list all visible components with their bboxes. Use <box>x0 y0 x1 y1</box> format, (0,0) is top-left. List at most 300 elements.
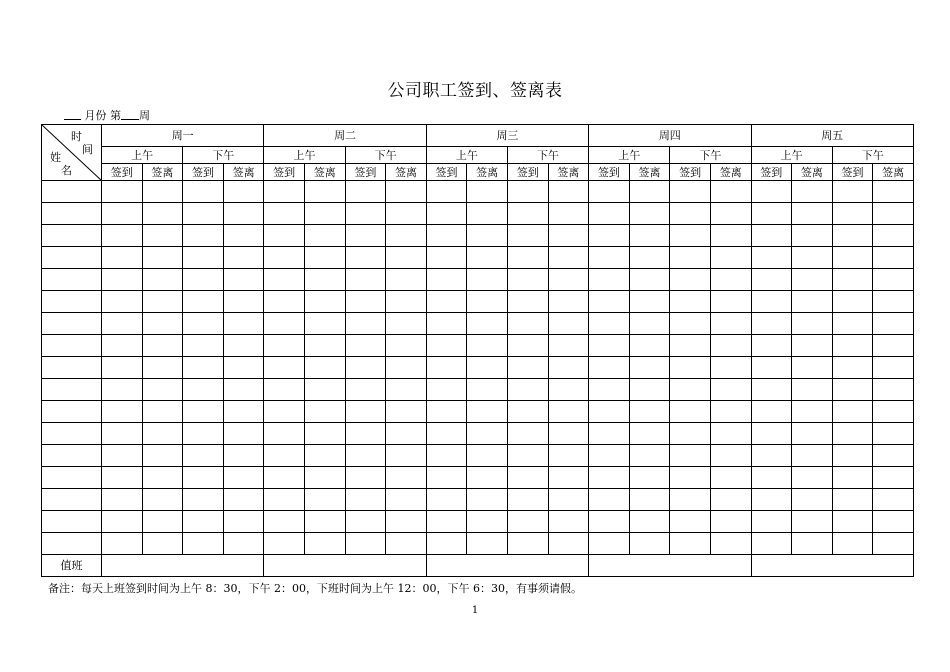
time-entry-cell[interactable] <box>507 379 548 401</box>
employee-name-cell[interactable] <box>42 533 102 555</box>
time-entry-cell[interactable] <box>386 511 427 533</box>
time-entry-cell[interactable] <box>507 291 548 313</box>
time-entry-cell[interactable] <box>792 533 833 555</box>
time-entry-cell[interactable] <box>102 247 143 269</box>
time-entry-cell[interactable] <box>102 269 143 291</box>
time-entry-cell[interactable] <box>670 291 711 313</box>
time-entry-cell[interactable] <box>183 313 224 335</box>
time-entry-cell[interactable] <box>223 291 264 313</box>
time-entry-cell[interactable] <box>548 401 589 423</box>
time-entry-cell[interactable] <box>426 357 467 379</box>
time-entry-cell[interactable] <box>183 291 224 313</box>
time-entry-cell[interactable] <box>264 511 305 533</box>
time-entry-cell[interactable] <box>183 511 224 533</box>
time-entry-cell[interactable] <box>792 313 833 335</box>
time-entry-cell[interactable] <box>426 313 467 335</box>
time-entry-cell[interactable] <box>142 247 183 269</box>
time-entry-cell[interactable] <box>507 511 548 533</box>
time-entry-cell[interactable] <box>548 467 589 489</box>
time-entry-cell[interactable] <box>710 181 751 203</box>
time-entry-cell[interactable] <box>142 533 183 555</box>
time-entry-cell[interactable] <box>102 489 143 511</box>
time-entry-cell[interactable] <box>548 269 589 291</box>
time-entry-cell[interactable] <box>304 291 345 313</box>
time-entry-cell[interactable] <box>792 247 833 269</box>
time-entry-cell[interactable] <box>183 423 224 445</box>
time-entry-cell[interactable] <box>670 181 711 203</box>
time-entry-cell[interactable] <box>589 357 630 379</box>
time-entry-cell[interactable] <box>629 313 670 335</box>
time-entry-cell[interactable] <box>589 511 630 533</box>
time-entry-cell[interactable] <box>142 379 183 401</box>
time-entry-cell[interactable] <box>670 203 711 225</box>
time-entry-cell[interactable] <box>467 269 508 291</box>
time-entry-cell[interactable] <box>142 313 183 335</box>
time-entry-cell[interactable] <box>467 511 508 533</box>
time-entry-cell[interactable] <box>629 445 670 467</box>
time-entry-cell[interactable] <box>629 335 670 357</box>
employee-name-cell[interactable] <box>42 423 102 445</box>
time-entry-cell[interactable] <box>548 489 589 511</box>
time-entry-cell[interactable] <box>467 379 508 401</box>
time-entry-cell[interactable] <box>873 181 914 203</box>
time-entry-cell[interactable] <box>873 379 914 401</box>
time-entry-cell[interactable] <box>710 291 751 313</box>
time-entry-cell[interactable] <box>751 203 792 225</box>
time-entry-cell[interactable] <box>386 445 427 467</box>
time-entry-cell[interactable] <box>670 313 711 335</box>
time-entry-cell[interactable] <box>832 291 873 313</box>
time-entry-cell[interactable] <box>589 401 630 423</box>
time-entry-cell[interactable] <box>142 291 183 313</box>
time-entry-cell[interactable] <box>142 489 183 511</box>
time-entry-cell[interactable] <box>629 401 670 423</box>
time-entry-cell[interactable] <box>142 467 183 489</box>
time-entry-cell[interactable] <box>223 203 264 225</box>
time-entry-cell[interactable] <box>507 401 548 423</box>
time-entry-cell[interactable] <box>386 401 427 423</box>
time-entry-cell[interactable] <box>426 489 467 511</box>
time-entry-cell[interactable] <box>832 269 873 291</box>
time-entry-cell[interactable] <box>183 203 224 225</box>
time-entry-cell[interactable] <box>426 291 467 313</box>
time-entry-cell[interactable] <box>467 533 508 555</box>
time-entry-cell[interactable] <box>223 423 264 445</box>
duty-cell[interactable] <box>751 555 913 577</box>
time-entry-cell[interactable] <box>102 423 143 445</box>
time-entry-cell[interactable] <box>264 181 305 203</box>
time-entry-cell[interactable] <box>102 225 143 247</box>
time-entry-cell[interactable] <box>792 291 833 313</box>
time-entry-cell[interactable] <box>589 203 630 225</box>
time-entry-cell[interactable] <box>629 203 670 225</box>
time-entry-cell[interactable] <box>507 313 548 335</box>
time-entry-cell[interactable] <box>304 467 345 489</box>
time-entry-cell[interactable] <box>548 423 589 445</box>
time-entry-cell[interactable] <box>264 291 305 313</box>
time-entry-cell[interactable] <box>102 511 143 533</box>
time-entry-cell[interactable] <box>589 247 630 269</box>
time-entry-cell[interactable] <box>589 533 630 555</box>
time-entry-cell[interactable] <box>710 467 751 489</box>
time-entry-cell[interactable] <box>832 357 873 379</box>
time-entry-cell[interactable] <box>710 511 751 533</box>
employee-name-cell[interactable] <box>42 357 102 379</box>
time-entry-cell[interactable] <box>102 313 143 335</box>
time-entry-cell[interactable] <box>345 511 386 533</box>
time-entry-cell[interactable] <box>304 511 345 533</box>
time-entry-cell[interactable] <box>710 225 751 247</box>
time-entry-cell[interactable] <box>467 401 508 423</box>
time-entry-cell[interactable] <box>223 445 264 467</box>
time-entry-cell[interactable] <box>386 489 427 511</box>
time-entry-cell[interactable] <box>792 423 833 445</box>
time-entry-cell[interactable] <box>426 247 467 269</box>
duty-cell[interactable] <box>589 555 751 577</box>
time-entry-cell[interactable] <box>589 467 630 489</box>
time-entry-cell[interactable] <box>873 489 914 511</box>
time-entry-cell[interactable] <box>873 269 914 291</box>
time-entry-cell[interactable] <box>710 489 751 511</box>
time-entry-cell[interactable] <box>386 335 427 357</box>
time-entry-cell[interactable] <box>873 291 914 313</box>
time-entry-cell[interactable] <box>183 489 224 511</box>
duty-cell[interactable] <box>264 555 426 577</box>
time-entry-cell[interactable] <box>304 533 345 555</box>
time-entry-cell[interactable] <box>386 225 427 247</box>
time-entry-cell[interactable] <box>589 313 630 335</box>
time-entry-cell[interactable] <box>548 225 589 247</box>
time-entry-cell[interactable] <box>548 181 589 203</box>
time-entry-cell[interactable] <box>304 247 345 269</box>
time-entry-cell[interactable] <box>751 445 792 467</box>
time-entry-cell[interactable] <box>548 379 589 401</box>
time-entry-cell[interactable] <box>426 467 467 489</box>
time-entry-cell[interactable] <box>751 467 792 489</box>
time-entry-cell[interactable] <box>670 511 711 533</box>
time-entry-cell[interactable] <box>751 379 792 401</box>
time-entry-cell[interactable] <box>792 225 833 247</box>
time-entry-cell[interactable] <box>223 467 264 489</box>
time-entry-cell[interactable] <box>629 467 670 489</box>
time-entry-cell[interactable] <box>142 269 183 291</box>
time-entry-cell[interactable] <box>183 467 224 489</box>
time-entry-cell[interactable] <box>386 423 427 445</box>
time-entry-cell[interactable] <box>304 181 345 203</box>
time-entry-cell[interactable] <box>264 445 305 467</box>
time-entry-cell[interactable] <box>792 269 833 291</box>
time-entry-cell[interactable] <box>183 357 224 379</box>
employee-name-cell[interactable] <box>42 445 102 467</box>
time-entry-cell[interactable] <box>792 401 833 423</box>
time-entry-cell[interactable] <box>386 533 427 555</box>
time-entry-cell[interactable] <box>345 401 386 423</box>
time-entry-cell[interactable] <box>873 313 914 335</box>
time-entry-cell[interactable] <box>710 247 751 269</box>
time-entry-cell[interactable] <box>589 423 630 445</box>
time-entry-cell[interactable] <box>467 181 508 203</box>
time-entry-cell[interactable] <box>710 401 751 423</box>
time-entry-cell[interactable] <box>467 357 508 379</box>
time-entry-cell[interactable] <box>183 533 224 555</box>
time-entry-cell[interactable] <box>710 203 751 225</box>
time-entry-cell[interactable] <box>345 203 386 225</box>
time-entry-cell[interactable] <box>467 423 508 445</box>
employee-name-cell[interactable] <box>42 401 102 423</box>
time-entry-cell[interactable] <box>589 335 630 357</box>
time-entry-cell[interactable] <box>710 357 751 379</box>
time-entry-cell[interactable] <box>548 445 589 467</box>
time-entry-cell[interactable] <box>223 181 264 203</box>
time-entry-cell[interactable] <box>183 401 224 423</box>
time-entry-cell[interactable] <box>873 401 914 423</box>
time-entry-cell[interactable] <box>102 401 143 423</box>
employee-name-cell[interactable] <box>42 511 102 533</box>
time-entry-cell[interactable] <box>873 247 914 269</box>
time-entry-cell[interactable] <box>102 291 143 313</box>
time-entry-cell[interactable] <box>345 313 386 335</box>
time-entry-cell[interactable] <box>507 445 548 467</box>
time-entry-cell[interactable] <box>832 335 873 357</box>
time-entry-cell[interactable] <box>467 291 508 313</box>
time-entry-cell[interactable] <box>670 269 711 291</box>
time-entry-cell[interactable] <box>792 181 833 203</box>
time-entry-cell[interactable] <box>426 423 467 445</box>
time-entry-cell[interactable] <box>264 379 305 401</box>
time-entry-cell[interactable] <box>751 269 792 291</box>
time-entry-cell[interactable] <box>345 225 386 247</box>
time-entry-cell[interactable] <box>467 313 508 335</box>
time-entry-cell[interactable] <box>345 467 386 489</box>
time-entry-cell[interactable] <box>386 467 427 489</box>
time-entry-cell[interactable] <box>873 467 914 489</box>
time-entry-cell[interactable] <box>345 533 386 555</box>
time-entry-cell[interactable] <box>264 203 305 225</box>
time-entry-cell[interactable] <box>751 181 792 203</box>
time-entry-cell[interactable] <box>426 335 467 357</box>
time-entry-cell[interactable] <box>345 247 386 269</box>
time-entry-cell[interactable] <box>832 203 873 225</box>
time-entry-cell[interactable] <box>386 269 427 291</box>
time-entry-cell[interactable] <box>304 225 345 247</box>
time-entry-cell[interactable] <box>183 181 224 203</box>
time-entry-cell[interactable] <box>467 203 508 225</box>
time-entry-cell[interactable] <box>548 511 589 533</box>
time-entry-cell[interactable] <box>670 357 711 379</box>
time-entry-cell[interactable] <box>264 247 305 269</box>
time-entry-cell[interactable] <box>426 269 467 291</box>
time-entry-cell[interactable] <box>345 445 386 467</box>
time-entry-cell[interactable] <box>426 401 467 423</box>
employee-name-cell[interactable] <box>42 313 102 335</box>
time-entry-cell[interactable] <box>102 379 143 401</box>
time-entry-cell[interactable] <box>142 511 183 533</box>
time-entry-cell[interactable] <box>345 379 386 401</box>
time-entry-cell[interactable] <box>507 247 548 269</box>
time-entry-cell[interactable] <box>264 313 305 335</box>
time-entry-cell[interactable] <box>223 225 264 247</box>
time-entry-cell[interactable] <box>629 269 670 291</box>
time-entry-cell[interactable] <box>832 225 873 247</box>
time-entry-cell[interactable] <box>832 423 873 445</box>
time-entry-cell[interactable] <box>873 357 914 379</box>
time-entry-cell[interactable] <box>629 225 670 247</box>
time-entry-cell[interactable] <box>386 181 427 203</box>
time-entry-cell[interactable] <box>832 489 873 511</box>
time-entry-cell[interactable] <box>223 313 264 335</box>
time-entry-cell[interactable] <box>467 445 508 467</box>
time-entry-cell[interactable] <box>386 203 427 225</box>
time-entry-cell[interactable] <box>670 335 711 357</box>
time-entry-cell[interactable] <box>142 423 183 445</box>
time-entry-cell[interactable] <box>223 401 264 423</box>
time-entry-cell[interactable] <box>873 511 914 533</box>
time-entry-cell[interactable] <box>832 533 873 555</box>
time-entry-cell[interactable] <box>386 313 427 335</box>
time-entry-cell[interactable] <box>629 357 670 379</box>
time-entry-cell[interactable] <box>304 313 345 335</box>
time-entry-cell[interactable] <box>304 423 345 445</box>
time-entry-cell[interactable] <box>467 335 508 357</box>
time-entry-cell[interactable] <box>873 533 914 555</box>
time-entry-cell[interactable] <box>629 423 670 445</box>
time-entry-cell[interactable] <box>710 269 751 291</box>
time-entry-cell[interactable] <box>142 335 183 357</box>
time-entry-cell[interactable] <box>589 181 630 203</box>
time-entry-cell[interactable] <box>345 489 386 511</box>
time-entry-cell[interactable] <box>386 247 427 269</box>
time-entry-cell[interactable] <box>832 511 873 533</box>
time-entry-cell[interactable] <box>507 423 548 445</box>
time-entry-cell[interactable] <box>589 379 630 401</box>
time-entry-cell[interactable] <box>832 401 873 423</box>
time-entry-cell[interactable] <box>710 335 751 357</box>
time-entry-cell[interactable] <box>670 401 711 423</box>
time-entry-cell[interactable] <box>102 357 143 379</box>
time-entry-cell[interactable] <box>873 203 914 225</box>
time-entry-cell[interactable] <box>264 401 305 423</box>
time-entry-cell[interactable] <box>223 269 264 291</box>
time-entry-cell[interactable] <box>264 423 305 445</box>
time-entry-cell[interactable] <box>629 181 670 203</box>
time-entry-cell[interactable] <box>264 489 305 511</box>
time-entry-cell[interactable] <box>589 291 630 313</box>
time-entry-cell[interactable] <box>507 181 548 203</box>
time-entry-cell[interactable] <box>873 445 914 467</box>
time-entry-cell[interactable] <box>873 225 914 247</box>
time-entry-cell[interactable] <box>792 203 833 225</box>
time-entry-cell[interactable] <box>426 379 467 401</box>
time-entry-cell[interactable] <box>264 225 305 247</box>
time-entry-cell[interactable] <box>792 489 833 511</box>
time-entry-cell[interactable] <box>386 379 427 401</box>
time-entry-cell[interactable] <box>426 225 467 247</box>
time-entry-cell[interactable] <box>142 181 183 203</box>
time-entry-cell[interactable] <box>467 489 508 511</box>
time-entry-cell[interactable] <box>304 357 345 379</box>
time-entry-cell[interactable] <box>507 533 548 555</box>
employee-name-cell[interactable] <box>42 335 102 357</box>
time-entry-cell[interactable] <box>223 379 264 401</box>
time-entry-cell[interactable] <box>386 291 427 313</box>
employee-name-cell[interactable] <box>42 489 102 511</box>
time-entry-cell[interactable] <box>223 247 264 269</box>
time-entry-cell[interactable] <box>873 423 914 445</box>
duty-cell[interactable] <box>426 555 588 577</box>
time-entry-cell[interactable] <box>548 247 589 269</box>
time-entry-cell[interactable] <box>345 291 386 313</box>
time-entry-cell[interactable] <box>710 379 751 401</box>
time-entry-cell[interactable] <box>670 489 711 511</box>
time-entry-cell[interactable] <box>832 247 873 269</box>
time-entry-cell[interactable] <box>264 467 305 489</box>
time-entry-cell[interactable] <box>670 379 711 401</box>
employee-name-cell[interactable] <box>42 467 102 489</box>
time-entry-cell[interactable] <box>223 357 264 379</box>
time-entry-cell[interactable] <box>102 203 143 225</box>
time-entry-cell[interactable] <box>142 225 183 247</box>
time-entry-cell[interactable] <box>304 401 345 423</box>
time-entry-cell[interactable] <box>710 423 751 445</box>
time-entry-cell[interactable] <box>670 445 711 467</box>
time-entry-cell[interactable] <box>792 445 833 467</box>
time-entry-cell[interactable] <box>102 335 143 357</box>
time-entry-cell[interactable] <box>751 423 792 445</box>
time-entry-cell[interactable] <box>629 533 670 555</box>
time-entry-cell[interactable] <box>507 335 548 357</box>
time-entry-cell[interactable] <box>304 203 345 225</box>
time-entry-cell[interactable] <box>589 225 630 247</box>
time-entry-cell[interactable] <box>629 247 670 269</box>
time-entry-cell[interactable] <box>264 357 305 379</box>
time-entry-cell[interactable] <box>548 203 589 225</box>
time-entry-cell[interactable] <box>792 357 833 379</box>
time-entry-cell[interactable] <box>589 489 630 511</box>
time-entry-cell[interactable] <box>629 291 670 313</box>
time-entry-cell[interactable] <box>426 445 467 467</box>
time-entry-cell[interactable] <box>670 247 711 269</box>
time-entry-cell[interactable] <box>751 313 792 335</box>
employee-name-cell[interactable] <box>42 225 102 247</box>
time-entry-cell[interactable] <box>183 247 224 269</box>
time-entry-cell[interactable] <box>304 489 345 511</box>
time-entry-cell[interactable] <box>102 181 143 203</box>
time-entry-cell[interactable] <box>751 533 792 555</box>
time-entry-cell[interactable] <box>223 511 264 533</box>
time-entry-cell[interactable] <box>589 269 630 291</box>
employee-name-cell[interactable] <box>42 269 102 291</box>
time-entry-cell[interactable] <box>507 357 548 379</box>
time-entry-cell[interactable] <box>507 225 548 247</box>
time-entry-cell[interactable] <box>183 225 224 247</box>
time-entry-cell[interactable] <box>467 225 508 247</box>
time-entry-cell[interactable] <box>426 203 467 225</box>
time-entry-cell[interactable] <box>467 467 508 489</box>
time-entry-cell[interactable] <box>183 379 224 401</box>
employee-name-cell[interactable] <box>42 379 102 401</box>
time-entry-cell[interactable] <box>670 225 711 247</box>
time-entry-cell[interactable] <box>507 203 548 225</box>
time-entry-cell[interactable] <box>223 533 264 555</box>
time-entry-cell[interactable] <box>345 181 386 203</box>
time-entry-cell[interactable] <box>183 445 224 467</box>
time-entry-cell[interactable] <box>873 335 914 357</box>
time-entry-cell[interactable] <box>304 269 345 291</box>
time-entry-cell[interactable] <box>670 533 711 555</box>
time-entry-cell[interactable] <box>670 467 711 489</box>
time-entry-cell[interactable] <box>792 379 833 401</box>
time-entry-cell[interactable] <box>792 335 833 357</box>
